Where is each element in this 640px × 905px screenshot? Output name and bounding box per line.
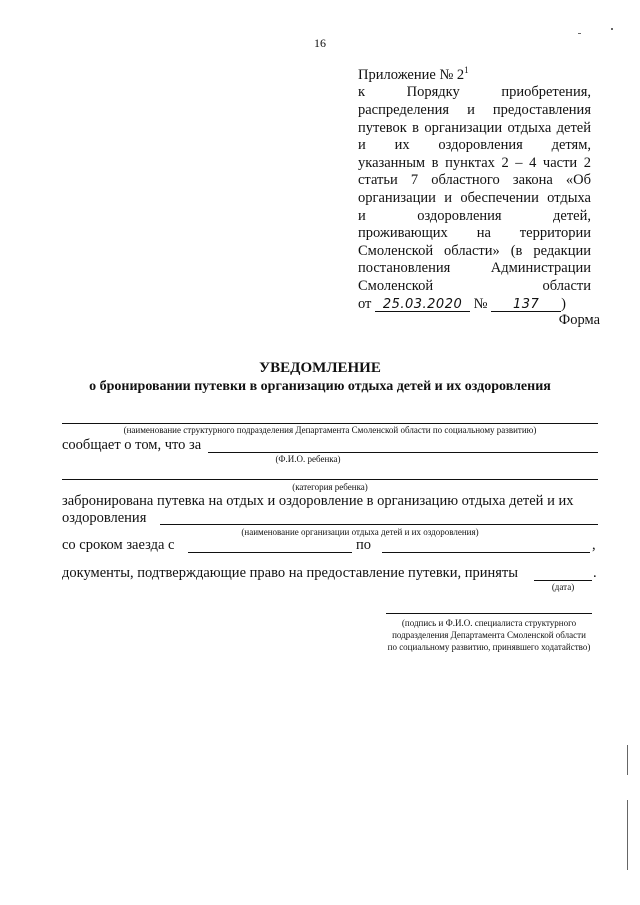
appendix-line: и оздоровления детей,	[358, 207, 591, 224]
appendix-line: и их оздоровления детям,	[358, 137, 591, 154]
appendix-block	[358, 62, 591, 313]
signature-field-line	[386, 613, 592, 614]
appendix-line: Смоленской области» (в редакции	[358, 242, 591, 259]
appendix-line: проживающих на территории	[358, 225, 591, 242]
appendix-line: постановления Администрации	[358, 260, 591, 277]
page-number: 16	[314, 36, 326, 50]
documents-text: документы, подтверждающие право на предоставление путевки, приняты	[62, 565, 519, 581]
department-caption: (наименование структурного подразделения Департамента Смоленской области по социальному развитию)	[123, 425, 537, 435]
appendix-line: Смоленской области	[358, 277, 591, 294]
form-label: Форма	[558, 312, 600, 328]
document-heading: УВЕДОМЛЕНИЕ	[259, 360, 381, 376]
date-caption: (дата)	[551, 582, 575, 592]
booked-text-line1: забронирована путевка на отдых и оздоровление в организацию отдыха детей и их	[62, 493, 574, 509]
appendix-line: указанным в пунктах 2 – 4 части 2	[358, 154, 591, 171]
child-category-field-line	[62, 479, 598, 480]
scan-mark	[627, 745, 628, 775]
appendix-line: распределения и предоставления	[358, 102, 591, 119]
scan-mark	[578, 33, 581, 34]
period-from-field-line	[188, 552, 352, 553]
documents-period: .	[593, 565, 597, 581]
scan-mark	[627, 800, 628, 870]
scan-mark	[611, 28, 613, 30]
period-to-label: по	[356, 537, 372, 553]
handwritten-date: 25.03.2020	[375, 296, 470, 312]
handwritten-number: 137	[491, 296, 561, 312]
child-category-caption: (категория ребенка)	[292, 482, 368, 492]
resolution-line: от 25.03.2020 № 137 )	[358, 295, 566, 312]
appendix-line: статьи 7 областного закона «Об	[358, 172, 591, 189]
appendix-line: путевок в организации отдыха детей	[358, 119, 591, 136]
date-field-line	[534, 580, 592, 581]
org-name-caption: (наименование организации отдыха детей и их оздоровления)	[241, 527, 479, 537]
document-subheading: о бронировании путевки в организацию отдыха детей и их оздоровления	[89, 379, 551, 394]
child-name-field-line	[208, 452, 598, 453]
appendix-title: Приложение № $2^1$	[358, 65, 469, 83]
appendix-line: организации и обеспечении отдыха	[358, 189, 591, 206]
booked-text-line2: оздоровления	[62, 510, 147, 526]
period-to-field-line	[382, 552, 590, 553]
reports-label: сообщает о том, что за	[62, 437, 202, 453]
org-name-field-line	[160, 524, 598, 525]
department-field-line	[62, 423, 598, 424]
signature-caption: (подпись и Ф.И.О. специалиста структурного подразделения Департамента Смоленской области по социальному развитию, принявшего ходатайство)	[387, 618, 591, 652]
appendix-line: к Порядку приобретения,	[358, 84, 591, 101]
period-from-label: со сроком заезда с	[62, 537, 175, 553]
period-comma: ,	[592, 537, 596, 553]
child-name-caption: (Ф.И.О. ребенка)	[275, 454, 341, 464]
